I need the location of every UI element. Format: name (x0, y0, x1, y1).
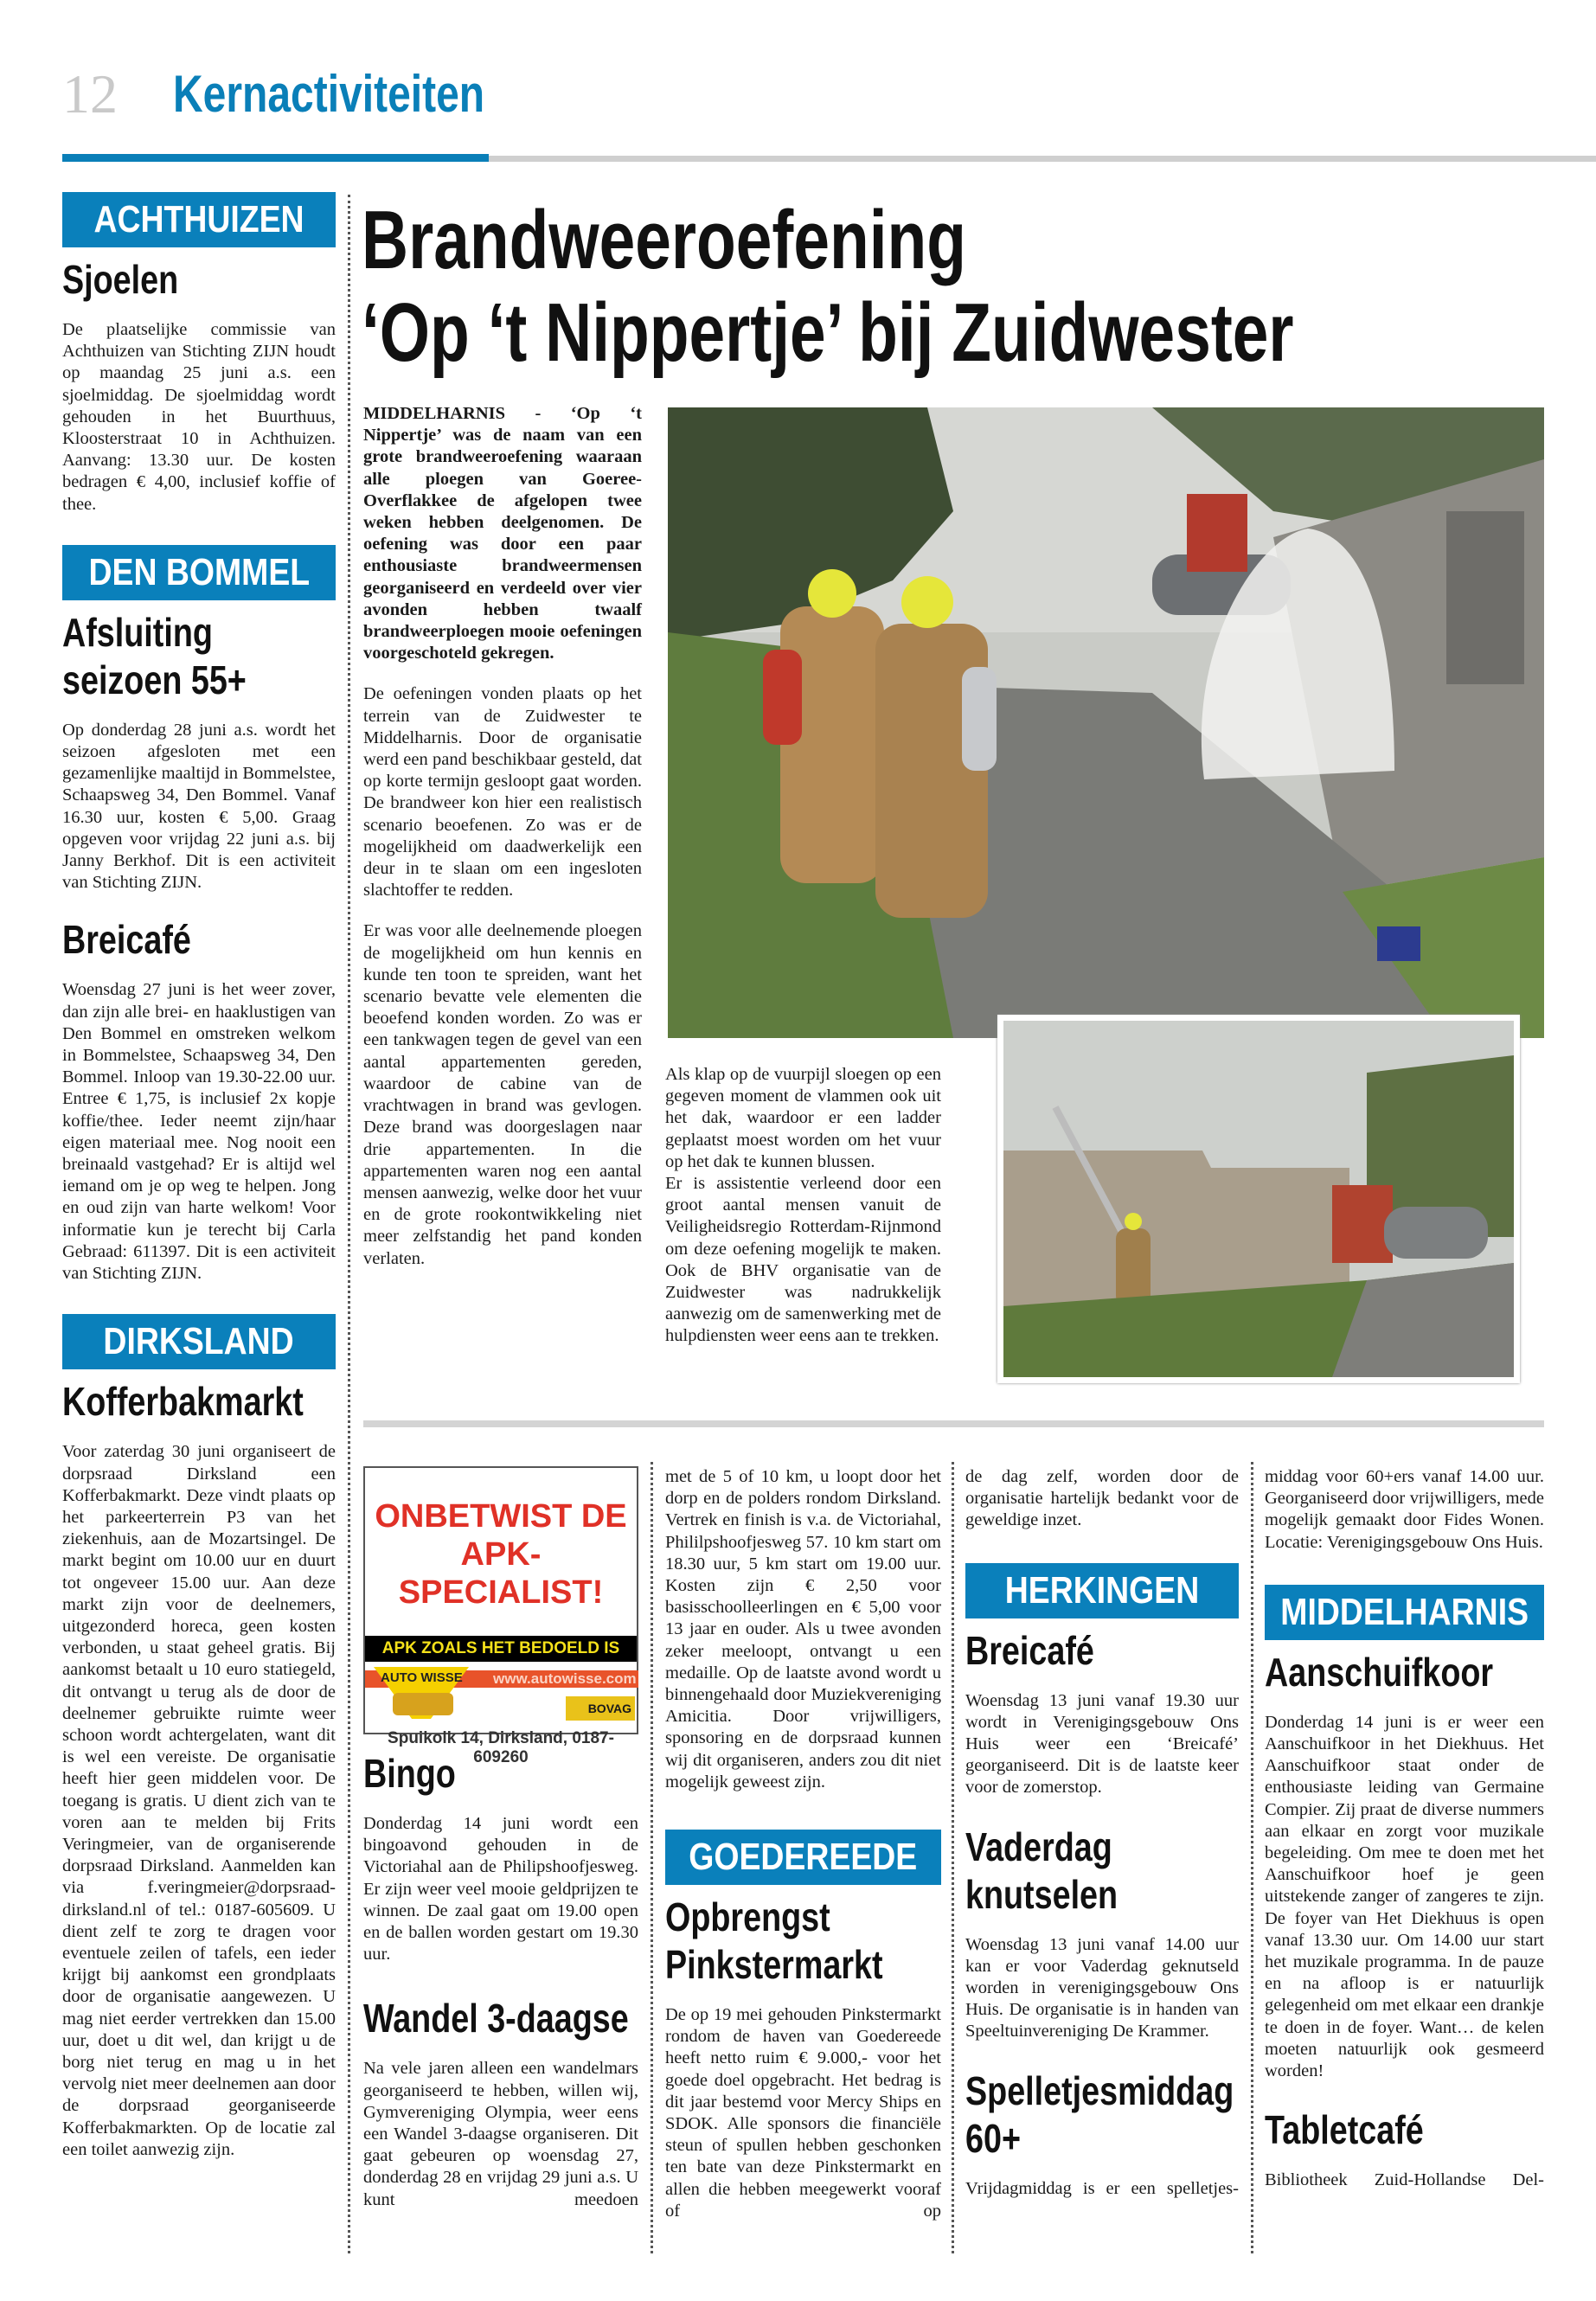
article-title-text: seizoen 55+ (62, 657, 247, 702)
article-title-text: Sjoelen (62, 257, 179, 302)
article-title-text: Opbrengst (665, 1894, 830, 1940)
ad-headline (365, 1468, 637, 1612)
article-body: Er was voor alle deelnemende ploegen de mogelijkheid om hun kennis en kunde ten toon te spreiden, want het scenario bevatte vele elementen die beoefend konden worden. Zo was er een tankwagen tegen de gevel van een aantal appartementen gereden, waardoor de cabine van de vrachtwagen in brand was gevlogen. Deze brand was doorgeslagen naar drie appartementen. In die appartementen waren nog een aantal mensen aanwezig, welke door het vuur en de grote rookontwikkeling niet meer zelfstandig het pand konden verlaten. (363, 921, 642, 1268)
article-body: De plaatselijke commissie van Achthuizen van Stichting ZIJN houdt op maandag 25 juni a.s. een sjoelmiddag. De sjoelmiddag wordt gehouden in het Buurthuus, Kloosterstraat 10 in Achthuizen. Aanvang: 13.30 uur. De kosten bedragen € 4,00, inclusief koffie of thee. (62, 320, 336, 514)
ad-address: Spuikolk 14, Dirksland, 0187-609260 (388, 1729, 614, 1766)
ad-headline-line-1: ONBETWIST DE (375, 1498, 627, 1535)
article-title (965, 2067, 1239, 2163)
column-divider (651, 1462, 653, 2253)
region-label: DEN BOMMEL (88, 550, 310, 593)
article-title-text: Pinkstermarkt (665, 1942, 883, 1988)
headline (362, 194, 1137, 286)
page-number: 12 (62, 63, 118, 125)
article-body: Woensdag 13 juni vanaf 19.30 uur wordt in Verenigingsgebouw Ons Huis weer een ‘Breicafé’ georganiseerd. Dit is de laatste keer voor de zomerstop. (965, 1690, 1239, 1798)
ad-url[interactable]: www.autowisse.com (493, 1670, 637, 1687)
article-title (665, 1894, 941, 1989)
region-header-den-bommel (62, 545, 336, 600)
article-title (1265, 1649, 1544, 1696)
advertisement-auto-wisse[interactable] (363, 1466, 638, 1766)
article-body: middag voor 60+ers vanaf 14.00 uur. Georganiseerd door vrijwilligers, mede mogelijk gemaakt door Fides Wonen. Locatie: Verenigingsgebouw Ons Huis. (1265, 1467, 1544, 1552)
bottom-column-d (1265, 1451, 1544, 2191)
region-header-herkingen (965, 1563, 1239, 1618)
article-body: Woensdag 13 juni vanaf 14.00 uur kan er voor Vaderdag geknutseld worden in verenigingsgebouw Ons Huis. De organisatie is in handen van Speeltuinvereniging De Krammer. (965, 1934, 1239, 2041)
region-header-middelharnis (1265, 1585, 1544, 1640)
article-body: Donderdag 14 juni wordt een bingoavond gehouden in de Victoriahal aan de Philipshoofjesweg. Er zijn weer veel mooie geldprijzen te winnen. De zaal gaat om 19.00 open en de ballen worden gestart om 19.30 uur. (363, 1814, 638, 1965)
photo-ladder-truck (997, 1015, 1520, 1383)
column-divider (952, 1462, 954, 2253)
article-lead: MIDDELHARNIS - ‘Op ‘t Nippertje’ was de naam van een grote brandweeroefening waaraan alle ploegen van Goeree-Overflakkee de afgelopen twee weken hebben deelgenomen. De oefening was door een paar enthousiaste brandweermensen georganiseerd en verdeeld over vier avonden hebben twaalf brandweerploegen mooie oefeningen voorgeschoteld gekregen. (363, 404, 642, 663)
bottom-column-b (665, 1451, 941, 2222)
headline (362, 286, 1557, 379)
left-column (62, 192, 336, 2161)
article-body: Op donderdag 28 juni a.s. wordt het seizoen afgesloten met een gezamenlijke maaltijd in Bommelstee, Schaapsweg 34, Den Bommel. Vanaf 16.30 uur, kosten € 5,00. Graag opgeven voor vrijdag 22 juni a.s. bij Janny Berkhof. Dit is een activiteit van Stichting ZIJN. (62, 720, 336, 893)
column-divider (348, 195, 350, 2253)
photo-firefighters-spraying (668, 407, 1544, 1038)
region-label: MIDDELHARNIS (1280, 1590, 1529, 1633)
article-body: Bibliotheek Zuid-Hollandse Del- (1265, 2170, 1544, 2190)
bovag-badge: BOVAG (566, 1696, 635, 1721)
article-body: Als klap op de vuurpijl sloegen op een gegeven moment de vlammen ook uit het dak, waardoor er een ladder geplaatst moest worden om het vuur op het dak te kunnen blussen. (665, 1065, 941, 1171)
article-title-text: knutselen (965, 1871, 1118, 1917)
article-body: De op 19 mei gehouden Pinkstermarkt rondom de haven van Goedereede heeft netto ruim € 9.000,- voor het goede doel opgebracht. Het bedrag is dit jaar bestemd voor Mercy Ships en SDOK. Alle sponsors die financiële steun of spullen hebben geschonken ten bate van deze Pinkstermarkt en allen die hebben meegewerkt vooraf of op (665, 2005, 941, 2221)
ad-brand-name: AUTO WISSE (381, 1670, 463, 1685)
bottom-column-a (363, 1466, 638, 2211)
article-title (1265, 2106, 1544, 2154)
article-title-text: Spelletjesmiddag (965, 2067, 1234, 2113)
bottom-column-c (965, 1451, 1239, 2200)
article-body: met de 5 of 10 km, u loopt door het dorp en de polders rondom Dirksland. Vertrek en finish is v.a. de Victoriahal, Phililpshoofjesweg 57. 10 km start om 18.30 uur, 5 km start om 19.00 uur. Kosten zijn € 2,50 voor basisschoolleerlingen en € 5,00 voor 13 jaar en ouder. Als u twee avonden zeker meeloopt, ontvangt u een medaille. Op de laatste avond wordt u binnengehaald door Muziekvereniging Amicitia. Door vrijwilligers, sponsoring en de dorpsraad kunnen wij dit organiseren, anders zou dit niet mogelijk geweest zijn. (665, 1467, 941, 1791)
article-title-text: Vaderdag (965, 1823, 1112, 1869)
article-body: Donderdag 14 juni is er weer een Aanschuifkoor in het Diekhuus. Het Aanschuifkoor staat onder de enthousiaste leiding van Germaine Compier. Zij praat de diverse nummers aan elkaar en zorgt voor muzikale begeleiding. Om mee te doen met het Aanschuifkoor hoef je geen uitstekende zanger of zangeres te zijn. De foyer van Het Diekhuus is open vanaf 13.30 uur. Om 14.00 uur start het muzikale programma. In de pauze en na afloop is er natuurlijk gelegenheid om met elkaar een drankje te doen in de foyer. Want… de kelen moeten natuurlijk ook gesmeerd worden! (1265, 1712, 1544, 2081)
ad-brand-banner (365, 1662, 637, 1729)
region-header-dirksland (62, 1314, 336, 1369)
article-body: Er is assistentie verleend door een groot aantal mensen vanuit de Veiligheidsregio Rotterdam-Rijnmond om deze oefening mogelijk te maken. Ook de BHV organisatie van de Zuidwester was nadrukkelijk aanwezig om de samenwerking met de hulpdiensten weer eens aan te trekken. (665, 1174, 941, 1346)
column-divider (1251, 1462, 1253, 2253)
main-article-column-2 (665, 1048, 941, 1348)
article-title (62, 256, 336, 304)
region-label: DIRKSLAND (103, 1320, 295, 1363)
ad-headline-line-2: APK-SPECIALIST! (398, 1536, 604, 1611)
section-title-text: Kernactiviteiten (173, 65, 485, 123)
article-title (62, 1378, 336, 1426)
headline-line-2: ‘Op ‘t Nippertje’ bij Zuidwester (362, 286, 1294, 379)
article-title (965, 1823, 1239, 1919)
article-title (62, 916, 336, 964)
article-title-text: Breicafé (965, 1627, 1094, 1673)
ad-tagline: APK ZOALS HET BEDOELD IS (365, 1636, 637, 1662)
article-body: Vrijdagmiddag is er een spelletjes- (965, 2178, 1239, 2198)
header-rule-accent (62, 154, 489, 162)
article-body: Voor zaterdag 30 juni organiseert de dorpsraad Dirksland een Kofferbakmarkt. Deze vindt plaats op het parkeerterrein P3 van het ziekenhuis, aan de Mozartsingel. De markt begint om 10.00 uur en duurt tot ongeveer 15.00 uur. Aan deze markt zijn voor de deelnemers, uitgezonderd horeca, geen kosten verbonden, u staat geheel gratis. Bij aankomst betaalt u 10 euro statiegeld, dit ontvangt u terug als de door de deelnemer gebruikte ruimte weer schoon wordt achtergelaten, want dit is wel een vereiste. De organisatie heeft hier geen middelen voor. De toegang is gratis. U dient zich van te voren aan te melden bij Frits Veringmeier, van de organiserende dorpsraad Dirksland. Aanmelden kan via f.veringmeier@dorpsraad-dirksland.nl of tel.: 0187-605609. U dient zelf te zorg te dragen voor eventuele zeilen of tafels, een ieder krijgt bij aankomst een grondplaats door de organisatie aangewezen. U mag niet eerder vertrekken dan 15.00 uur, doet u dit wel, dan krijgt u de borg niet terug en mag u in het vervolg niet meer deelnemen aan door de dorpsraad georganiseerde Kofferbakmarkten. Op de locatie zal een toilet aanwezig zijn. (62, 1442, 336, 2159)
article-title (363, 1995, 638, 2042)
main-article-column (363, 388, 642, 1270)
article-title-text: Tabletcafé (1265, 2107, 1424, 2153)
article-title (965, 1627, 1239, 1675)
article-title-text: 60+ (965, 2115, 1021, 2161)
article-body: De oefeningen vonden plaats op het terrein van de Zuidwester te Middelharnis. Door de organisatie werd een pand beschikbaar gesteld, dat op korte termijn gesloopt gaat worden. De brandweer kon hier een realistisch scenario beoefenen. Zo was er de mogelijkheid om daadwerkelijk een deur in te slaan om een ingesloten slachtoffer te redden. (363, 684, 642, 901)
article-body: Na vele jaren alleen een wandelmars georganiseerd te hebben, willen wij, Gymvereniging Olympia, weer eens een Wandel 3-daagse organiseren. Dit gaat gebeuren op woensdag 27, donderdag 28 en vrijdag 29 juni a.s. U kunt meedoen (363, 2059, 638, 2209)
section-title (173, 64, 562, 125)
article-body: de dag zelf, worden door de organisatie hartelijk bedankt voor de geweldige inzet. (965, 1467, 1239, 1530)
article-title-text: Kofferbakmarkt (62, 1379, 304, 1425)
region-header-goedereede (665, 1830, 941, 1885)
article-title-text: Breicafé (62, 917, 191, 963)
article-title-text: Aanschuifkoor (1265, 1649, 1494, 1695)
header-rule (489, 156, 1596, 162)
article-title-text: Afsluiting (62, 609, 213, 655)
article-title-text: Bingo (363, 1751, 456, 1796)
article-title (62, 609, 336, 704)
region-label: GOEDEREEDE (689, 1836, 918, 1879)
section-divider (363, 1420, 1544, 1427)
region-label: HERKINGEN (1004, 1568, 1200, 1612)
region-header-achthuizen (62, 192, 336, 247)
region-label: ACHTHUIZEN (93, 198, 304, 240)
article-title-text: Wandel 3-daagse (363, 1996, 629, 2041)
headline-line-1: Brandweeroefening (362, 194, 967, 286)
article-body: Woensdag 27 juni is het weer zover, dan zijn alle brei- en haaklustigen van Den Bommel en omstreken welkom in Bommelstee, Schaapsweg 34, Den Bommel. Inloop van 19.30-22.00 uur. Entree € 1,75, is inclusief 2x kopje koffie/thee. Ieder neemt zijn/haar eigen materiaal mee. Nog nooit een breinaald vastgehad? Er is altijd wel iemand om je op weg te helpen. Jong en oud zijn van harte welkom! Voor informatie kun je terecht bij Carla Gebraad: 611397. Dit is een activiteit van Stichting ZIJN. (62, 980, 336, 1284)
car-icon (393, 1693, 453, 1715)
